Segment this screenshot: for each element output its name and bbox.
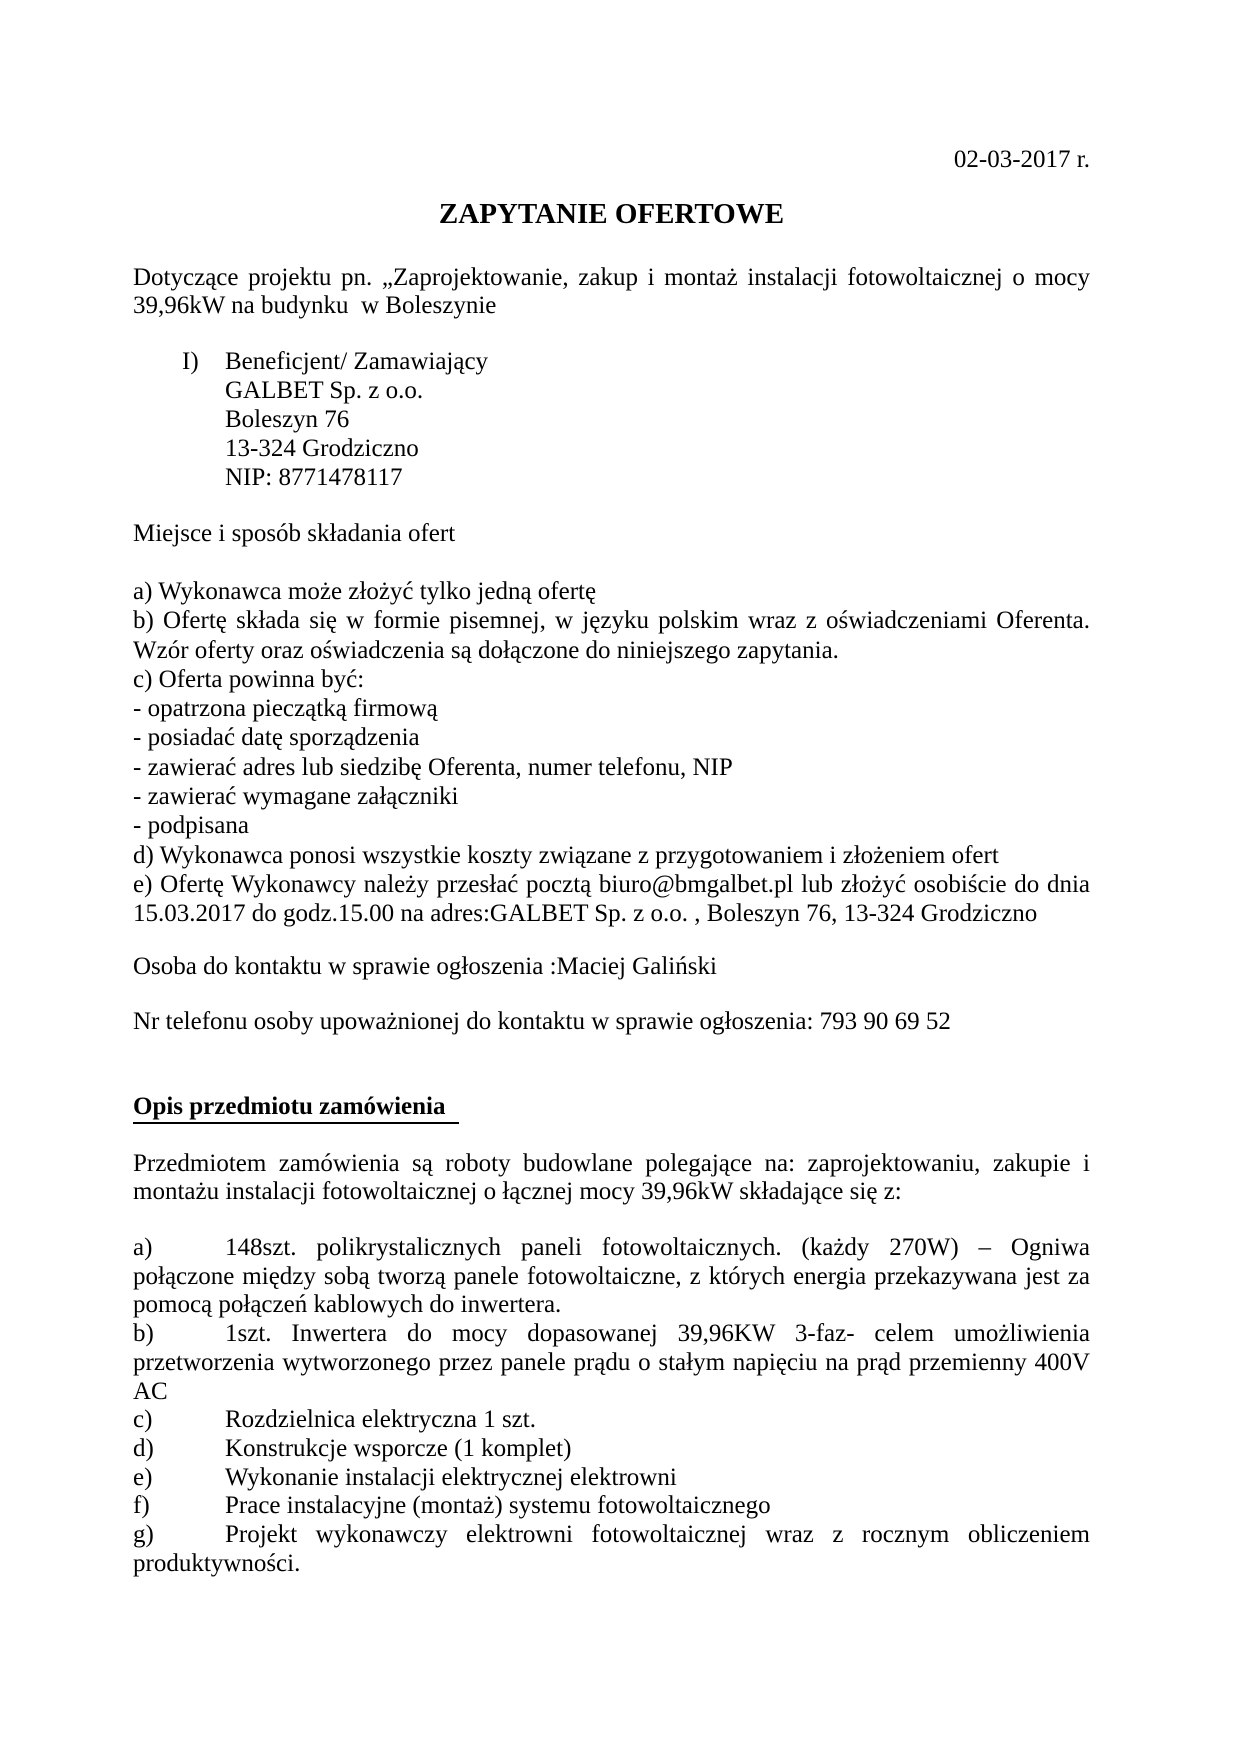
submission-line: e) Ofertę Wykonawcy należy przesłać pocztą biuro@bmgalbet.pl lub złożyć osobiście do dnia: [133, 870, 1090, 898]
address-city: 13-324 Grodziczno: [225, 435, 419, 462]
submission-line: - zawierać adres lub siedzibę Oferenta, numer telefonu, NIP: [133, 753, 733, 781]
submission-heading: Miejsce i sposób składania ofert: [133, 520, 456, 547]
list-item-marker: e): [133, 1463, 153, 1491]
beneficiary-heading: Beneficjent/ Zamawiający: [225, 348, 489, 375]
list-item: [133, 1464, 1090, 1493]
list-item-marker: b): [133, 1320, 154, 1348]
list-item: [133, 1234, 1090, 1263]
list-continuation-line: przetworzenia wytworzonego przez panele prądu o stałym napięciu na prąd przemienny 400V: [133, 1348, 1090, 1376]
list-item: [133, 1320, 1090, 1349]
contact-phone-line: Nr telefonu osoby upoważnionej do kontaktu w sprawie ogłoszenia: 793 90 69 52: [133, 1008, 951, 1035]
list-item-text: 1szt. Inwertera do mocy dopasowanej 39,96KW 3-faz- celem umożliwienia: [225, 1320, 1090, 1348]
subject-intro-line: montażu instalacji fotowoltaicznej o łącznej mocy 39,96kW składające się z:: [133, 1178, 902, 1205]
subject-items-list: [133, 1234, 1090, 1578]
list-continuation-line: produktywności.: [133, 1549, 301, 1577]
list-item-text: Prace instalacyjne (montaż) systemu fotowoltaicznego: [225, 1492, 771, 1520]
address-street: Boleszyn 76: [225, 406, 350, 433]
submission-rules: [133, 577, 1090, 929]
list-item-text: Projekt wykonawczy elektrowni fotowoltaicznej wraz z rocznym obliczeniem: [225, 1521, 1090, 1549]
intro-paragraph: [133, 264, 1090, 320]
list-item-text: 148szt. polikrystalicznych paneli fotowoltaicznych. (każdy 270W) – Ogniwa: [225, 1234, 1090, 1261]
nip-number: NIP: 8771478117: [225, 464, 403, 491]
list-item-marker: g): [133, 1521, 154, 1549]
intro-line: 39,96kW na budynku w Boleszynie: [133, 292, 497, 319]
submission-line: d) Wykonawca ponosi wszystkie koszty związane z przygotowaniem i złożeniem ofert: [133, 841, 999, 869]
submission-line: c) Oferta powinna być:: [133, 665, 365, 693]
submission-line: a) Wykonawca może złożyć tylko jedną ofertę: [133, 578, 597, 605]
list-item: [133, 1492, 1090, 1521]
list-item-marker: d): [133, 1434, 154, 1462]
beneficiary-block: [133, 347, 1090, 492]
submission-line: 15.03.2017 do godz.15.00 na adres:GALBET Sp. z o.o. , Boleszyn 76, 13-324 Grodziczno: [133, 900, 1038, 928]
document-title: ZAPYTANIE OFERTOWE: [438, 198, 785, 230]
document-date: 02-03-2017 r.: [953, 146, 1090, 173]
submission-line: - posiadać datę sporządzenia: [133, 724, 420, 752]
list-continuation-line: pomocą połączeń kablowych do inwertera.: [133, 1291, 562, 1319]
list-continuation-line: AC: [133, 1377, 168, 1405]
beneficiary-list-marker: I): [182, 348, 199, 375]
submission-line: - opatrzona pieczątką firmową: [133, 695, 438, 723]
subject-intro-paragraph: [133, 1150, 1090, 1206]
list-item: [133, 1435, 1090, 1464]
subject-heading-text: Opis przedmiotu zamówienia: [133, 1092, 459, 1124]
list-item-marker: f): [133, 1492, 150, 1520]
submission-line: b) Ofertę składa się w formie pisemnej, w języku polskim wraz z oświadczeniami Oferenta.: [133, 607, 1090, 635]
list-item-text: Rozdzielnica elektryczna 1 szt.: [225, 1406, 536, 1434]
intro-line: Dotyczące projektu pn. „Zaprojektowanie, zakup i montaż instalacji fotowoltaicznej o mocy: [133, 264, 1090, 291]
list-item-text: Konstrukcje wsporcze (1 komplet): [225, 1434, 572, 1462]
list-continuation-line: połączone między sobą tworzą panele fotowoltaiczne, z których energia przekazywana jest za: [133, 1262, 1090, 1290]
list-item: [133, 1521, 1090, 1550]
company-name: GALBET Sp. z o.o.: [225, 377, 424, 404]
list-item-marker: c): [133, 1406, 153, 1434]
submission-line: - zawierać wymagane załączniki: [133, 783, 459, 811]
subject-heading: [133, 1092, 1090, 1124]
subject-intro-line: Przedmiotem zamówienia są roboty budowlane polegające na: zaprojektowaniu, zakupie i: [133, 1150, 1090, 1177]
submission-line: Wzór oferty oraz oświadczenia są dołączone do niniejszego zapytania.: [133, 636, 839, 664]
list-item-text: Wykonanie instalacji elektrycznej elektrowni: [225, 1463, 677, 1491]
contact-person-line: Osoba do kontaktu w sprawie ogłoszenia :Maciej Galiński: [133, 953, 717, 980]
submission-line: - podpisana: [133, 812, 249, 840]
list-item: [133, 1406, 1090, 1435]
list-item-marker: a): [133, 1234, 153, 1261]
